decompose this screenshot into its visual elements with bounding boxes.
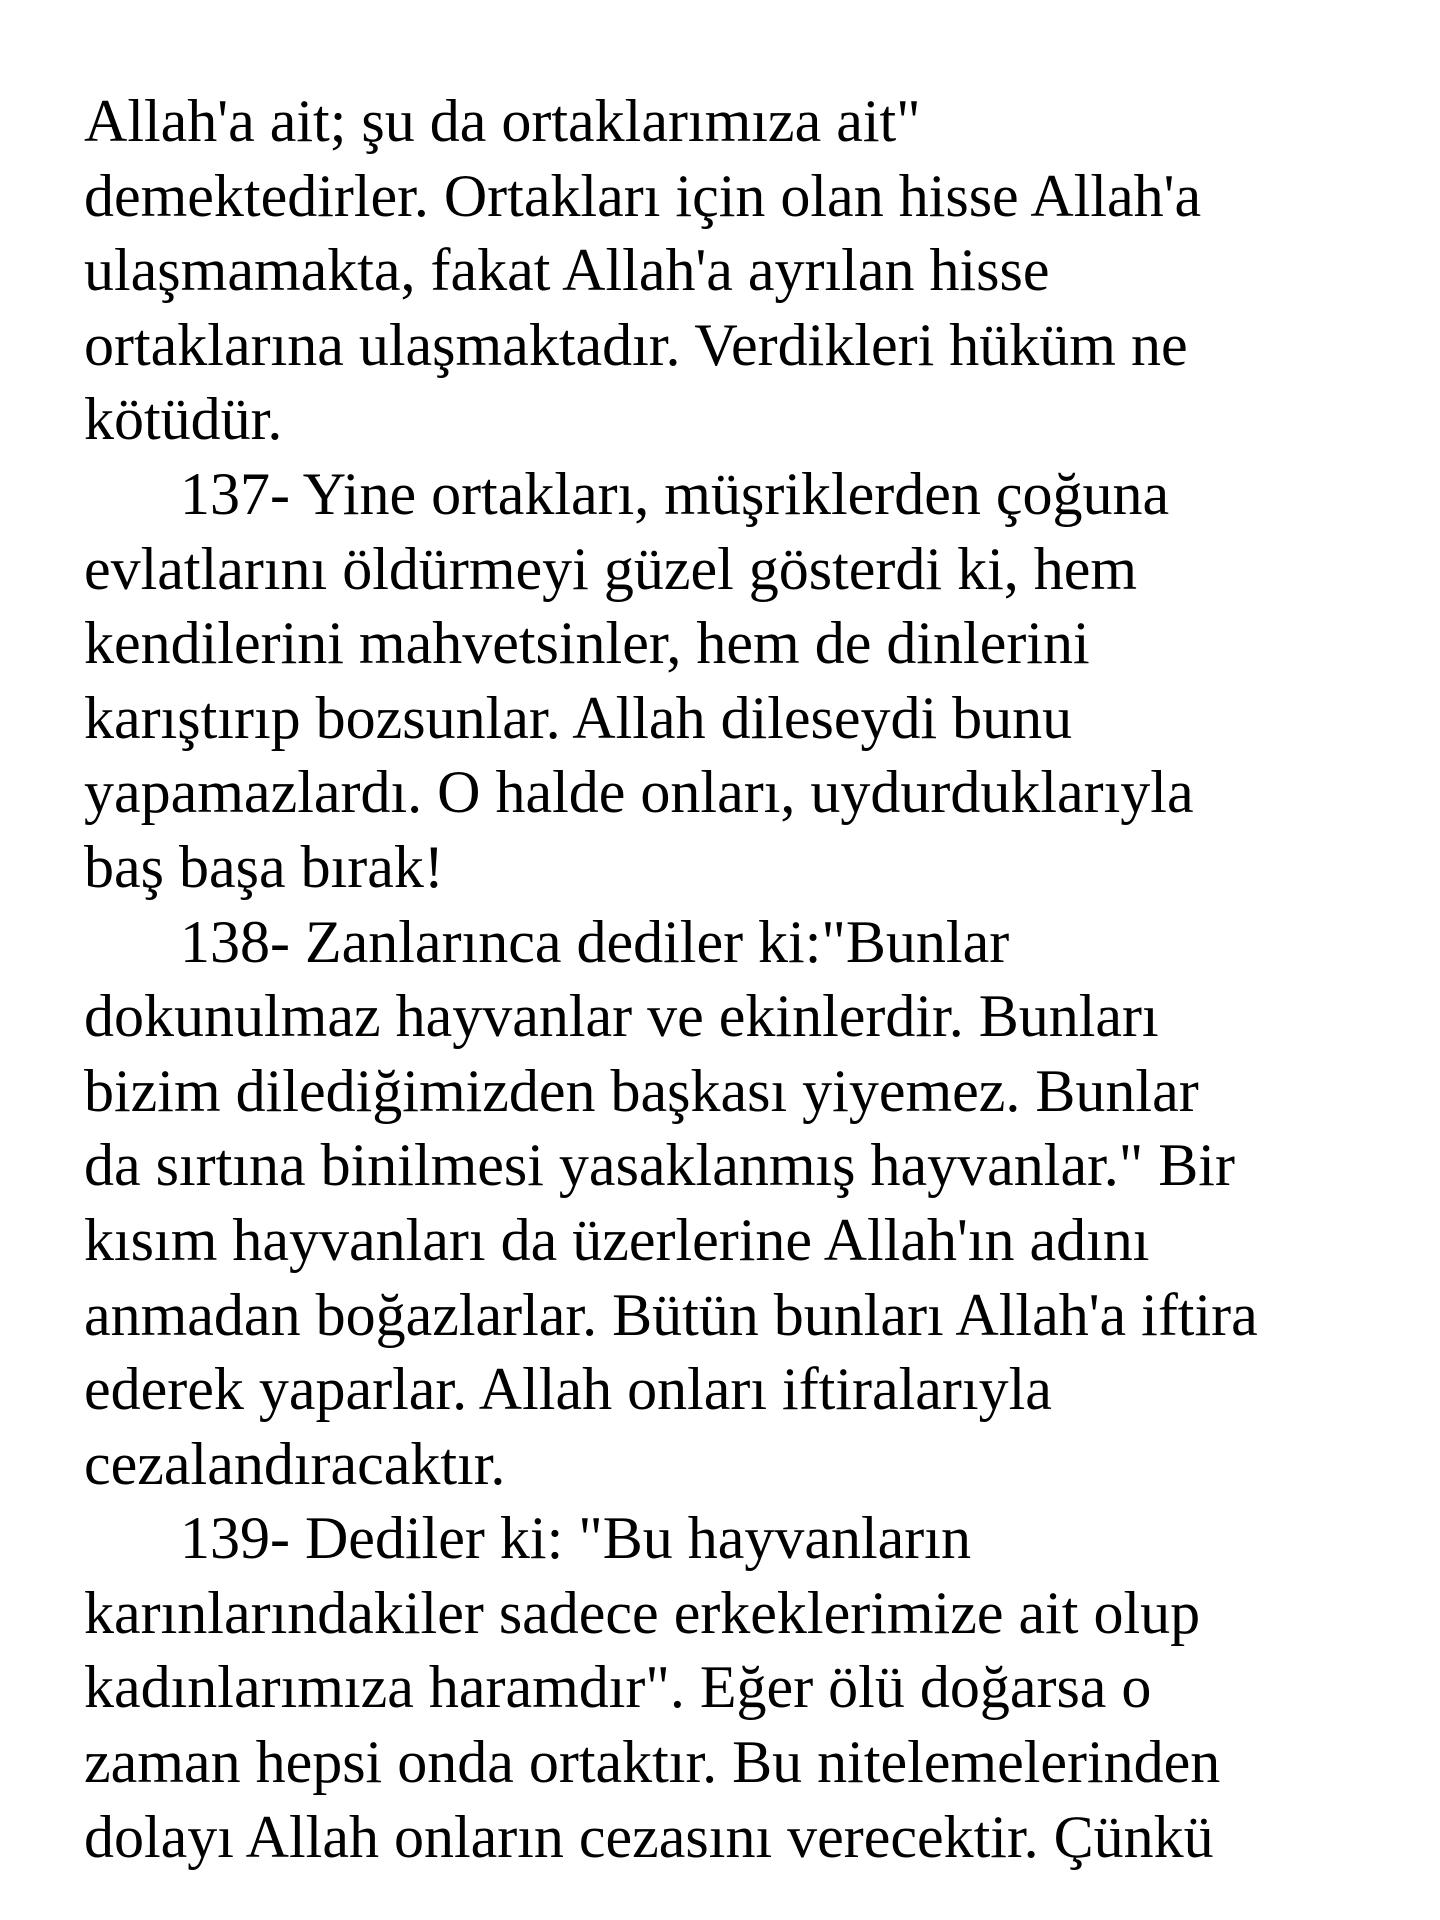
text-line: bizim dilediğimizden başkası yiyemez. Bunlar [84,1057,1199,1124]
text-line: kötüdür. [84,386,283,453]
text-line: yapamazlardı. O halde onları, uydurduklarıyla [84,759,1194,826]
text-line: kısım hayvanları da üzerlerine Allah'ın adını [84,1206,1150,1273]
text-line: da sırtına binilmesi yasaklanmış hayvanlar." Bir [84,1132,1235,1199]
text-line: demektedirler. Ortakları için olan hisse Allah'a [84,162,1202,229]
text-line: kadınlarımıza haramdır". Eğer ölü doğarsa o [84,1654,1152,1721]
paragraph-start-line: 138- Zanlarınca dediler ki:"Bunlar [180,908,1010,975]
paragraph-start-line: 139- Dediler ki: "Bu hayvanların [180,1505,971,1572]
text-line: karıştırıp bozsunlar. Allah dileseydi bunu [84,684,1073,751]
text-line: evlatlarını öldürmeyi güzel gösterdi ki, hem [84,535,1138,602]
body-text [84,84,1404,1874]
text-line: ulaşmamakta, fakat Allah'a ayrılan hisse [84,237,1050,304]
paragraph-start-line: 137- Yine ortakları, müşriklerden çoğuna [180,460,1170,527]
text-line: ederek yaparlar. Allah onları iftiralarıyla [84,1356,1052,1423]
text-line: kendilerini mahvetsinler, hem de dinlerini [84,610,1090,677]
text-line: anmadan boğazlarlar. Bütün bunları Allah'a iftira [84,1281,1258,1348]
text-line: ortaklarına ulaşmaktadır. Verdikleri hüküm ne [84,311,1188,378]
text-line: cezalandıracaktır. [84,1430,506,1497]
text-line: zaman hepsi onda ortaktır. Bu nitelemelerinden [84,1729,1221,1796]
text-line: karınlarındakiler sadece erkeklerimize ait olup [84,1579,1201,1646]
text-line: dokunulmaz hayvanlar ve ekinlerdir. Bunları [84,983,1159,1050]
text-line: dolayı Allah onların cezasını verecektir. Çünkü [84,1803,1214,1870]
text-line: baş başa bırak! [84,833,444,900]
text-line: Allah'a ait; şu da ortaklarımıza ait" [84,88,921,154]
